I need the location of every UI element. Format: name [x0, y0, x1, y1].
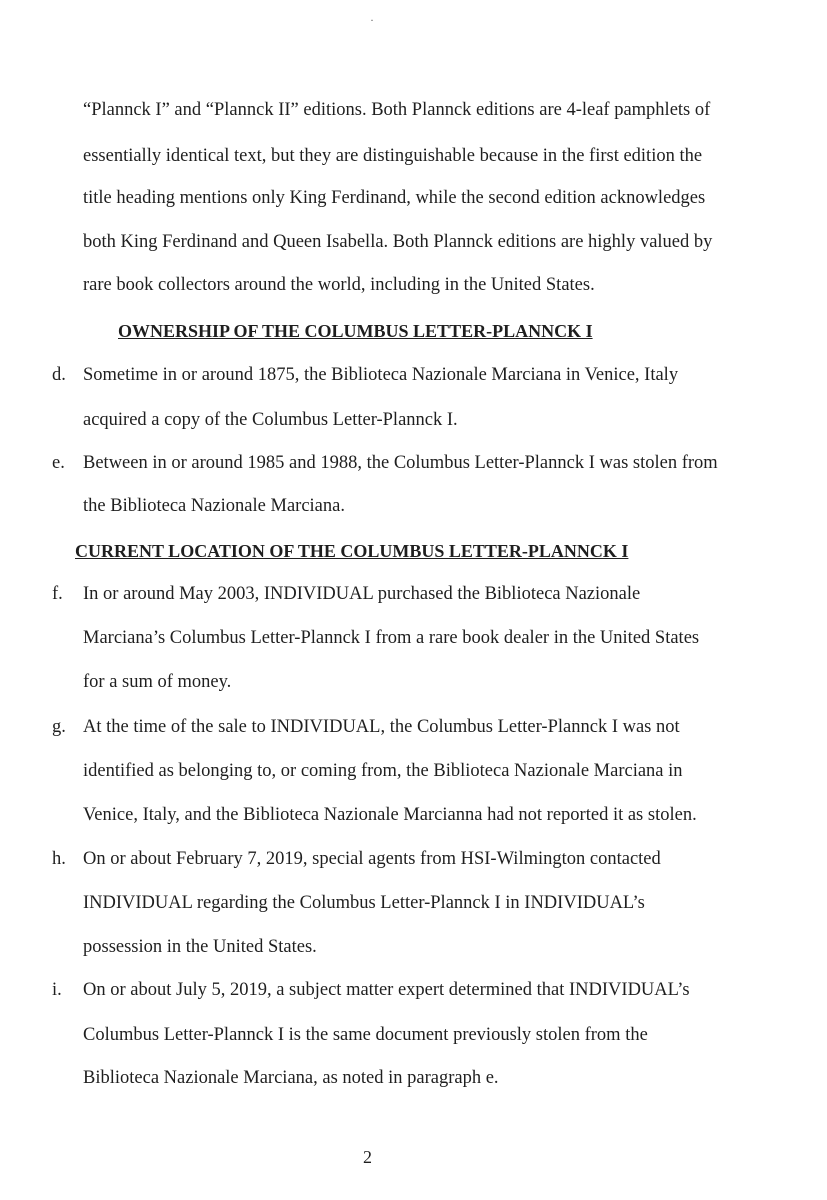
paragraph-line: Marciana’s Columbus Letter-Plannck I from a rare book dealer in the United States	[83, 628, 700, 648]
section-heading-current-location: CURRENT LOCATION OF THE COLUMBUS LETTER-PLANNCK I	[75, 541, 629, 561]
paragraph-line: On or about July 5, 2019, a subject matter expert determined that INDIVIDUAL’s	[83, 980, 690, 1000]
intro-line: essentially identical text, but they are distinguishable because in the first edition the	[83, 146, 703, 166]
paragraph-marker: h.	[52, 849, 66, 869]
paragraph-line: for a sum of money.	[83, 672, 232, 692]
paragraph-line: Columbus Letter-Plannck I is the same document previously stolen from the	[83, 1025, 648, 1045]
intro-line: title heading mentions only King Ferdinand, while the second edition acknowledges	[83, 188, 706, 208]
paragraph-line: possession in the United States.	[83, 937, 317, 957]
paragraph-line: identified as belonging to, or coming from, the Biblioteca Nazionale Marciana in	[83, 761, 683, 781]
intro-line: “Plannck I” and “Plannck II” editions. Both Plannck editions are 4-leaf pamphlets of	[83, 100, 711, 120]
paragraph-line: the Biblioteca Nazionale Marciana.	[83, 496, 345, 516]
paragraph-marker: i.	[52, 980, 62, 1000]
intro-line: rare book collectors around the world, including in the United States.	[83, 275, 595, 295]
paragraph-line: Venice, Italy, and the Biblioteca Nazionale Marcianna had not reported it as stolen.	[83, 805, 697, 825]
paragraph-line: INDIVIDUAL regarding the Columbus Letter-Plannck I in INDIVIDUAL’s	[83, 893, 645, 913]
intro-line: both King Ferdinand and Queen Isabella. Both Plannck editions are highly valued by	[83, 232, 713, 252]
paragraph-marker: e.	[52, 453, 65, 473]
paragraph-line: Sometime in or around 1875, the Biblioteca Nazionale Marciana in Venice, Italy	[83, 365, 679, 385]
paragraph-line: In or around May 2003, INDIVIDUAL purchased the Biblioteca Nazionale	[83, 584, 641, 604]
paragraph-line: Biblioteca Nazionale Marciana, as noted in paragraph e.	[83, 1068, 499, 1088]
page-number: 2	[363, 1147, 372, 1167]
top-mark: ·	[370, 13, 374, 27]
paragraph-marker: f.	[52, 584, 63, 604]
paragraph-line: Between in or around 1985 and 1988, the Columbus Letter-Plannck I was stolen from	[83, 453, 718, 473]
paragraph-marker: g.	[52, 717, 66, 737]
paragraph-line: acquired a copy of the Columbus Letter-Plannck I.	[83, 410, 458, 430]
paragraph-line: On or about February 7, 2019, special agents from HSI-Wilmington contacted	[83, 849, 661, 869]
paragraph-marker: d.	[52, 365, 66, 385]
section-heading-ownership: OWNERSHIP OF THE COLUMBUS LETTER-PLANNCK I	[118, 321, 593, 341]
paragraph-line: At the time of the sale to INDIVIDUAL, the Columbus Letter-Plannck I was not	[83, 717, 680, 737]
